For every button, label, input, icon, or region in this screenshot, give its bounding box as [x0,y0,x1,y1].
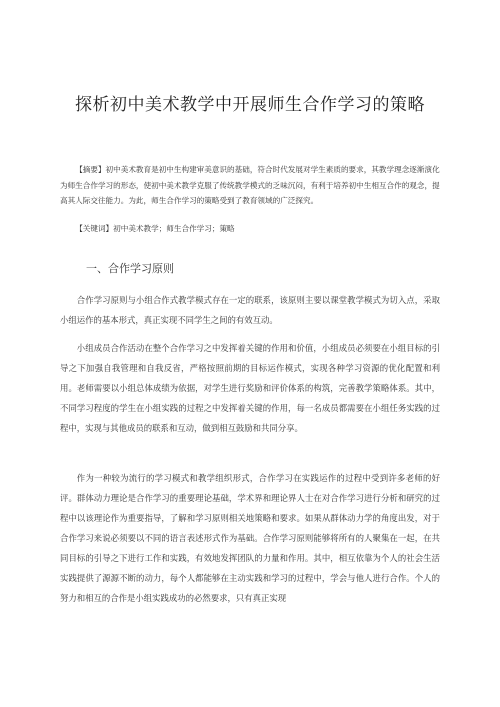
body-paragraph: 合作学习原则与小组合作式教学模式存在一定的联系，该原则主要以课堂教学模式为切入点，采取小组运作的基本形式，真正实现不同学生之间的有效互动。 [60,295,440,325]
keywords: 【关键词】初中美术教学；师生合作学习；策略 [75,224,235,233]
paper-title: 探析初中美术教学中开展师生合作学习的策略 [75,95,425,115]
body-paragraph: 小组成员合作活动在整个合作学习之中发挥着关键的作用和价值，小组成员必须要在小组目标的引导之下加强自我管理和自我反省，严格按照前期的目标运作模式，实现各种学习资源的优化配置和利用。老师需要以小组总体成绩为依据，对学生进行奖励和评价体系的构筑，完善教学策略体系。其中，不同学习程度的学生在小组实践的过程之中发挥着关键的作用，每一名成员都需要在小组任务实践的过程中，实现与其他成员的联系和互动，做到相互鼓励和共同分享。 [60,343,440,433]
body-paragraph: 作为一种较为流行的学习模式和教学组织形式，合作学习在实践运作的过程中受到许多老师的好评。群体动力理论是合作学习的重要理论基础，学术界和理论界人士在对合作学习进行分析和研究的过程中以该理论作为重要指导，了解和学习原则相关地策略和要求。如果从群体动力学的角度出发，对于合作学习来说必须要以不同的语言表述形式作为基础。合作学习原则能够将所有的人聚集在一起，在共同目标的引导之下进行工作和实践，有效地发挥团队的力量和作用。其中，相互依靠为个人的社会生活实践提供了源源不断的动力，每个人都能够在主动实践和学习的过程中，学会与他人进行合作。个人的努力和相互的合作是小组实践成功的必然要求，只有真正实现 [60,473,440,603]
abstract: 【摘要】初中美术教育是初中生构建审美意识的基础，符合时代发展对学生素质的要求，其教学理念逐渐演化为师生合作学习的形态，使初中美术教学克服了传统教学模式的乏味沉闷，有利于培养初中生相互合作的观念，提高其人际交往能力。为此，师生合作学习的策略受到了教育领域的广泛探究。 [60,165,440,205]
section-heading-1: 一、合作学习原则 [86,262,174,275]
